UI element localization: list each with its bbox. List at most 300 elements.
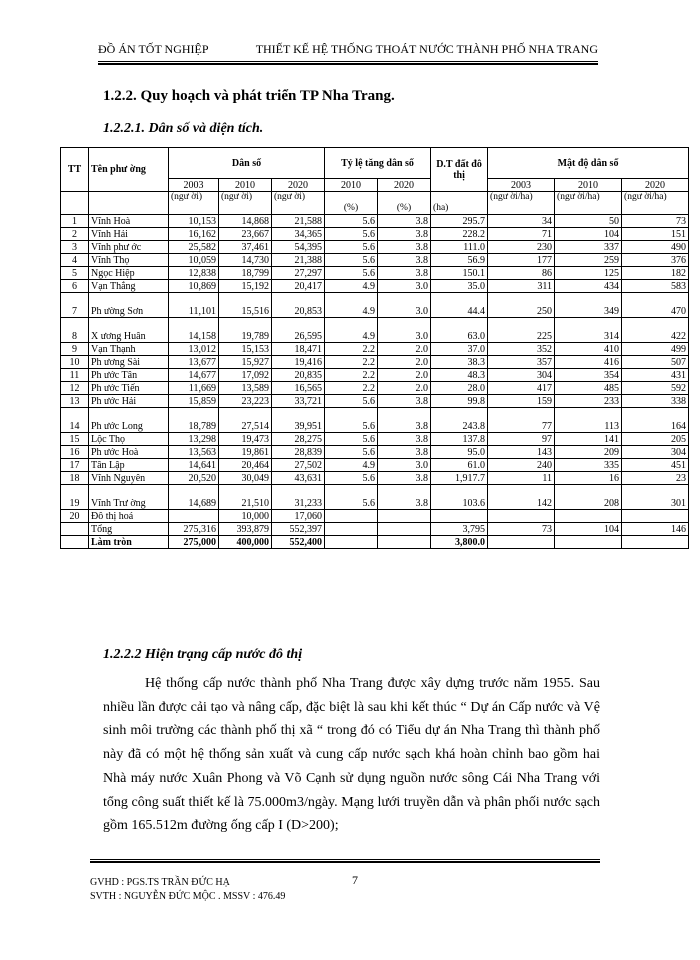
cell-p20: 552,397 [272, 523, 325, 536]
cell-p03: 11,669 [169, 382, 219, 395]
cell-g10: 5.6 [325, 267, 378, 280]
table-row [61, 356, 689, 369]
table-row [61, 215, 689, 228]
cell-d10: 208 [555, 485, 622, 510]
cell-tt: 19 [61, 485, 89, 510]
header-left: ĐỒ ÁN TỐT NGHIỆP [98, 42, 209, 56]
table-row [61, 472, 689, 485]
cell-tt: 1 [61, 215, 89, 228]
footer-advisor: GVHD : PGS.TS TRẦN ĐỨC HẠ [90, 877, 230, 888]
cell-name: Ph ước Tân [89, 369, 169, 382]
cell-area: 103.6 [431, 485, 488, 510]
cell-d10: 104 [555, 523, 622, 536]
cell-area: 63.0 [431, 318, 488, 343]
cell-d10: 141 [555, 433, 622, 446]
cell-d03: 77 [488, 408, 555, 433]
cell-name: Vĩnh Nguyên [89, 472, 169, 485]
cell-g10: 5.6 [325, 215, 378, 228]
cell-p20: 21,588 [272, 215, 325, 228]
table-row [61, 459, 689, 472]
cell-d10: 209 [555, 446, 622, 459]
section-title: 1.2.2. Quy hoạch và phát triển TP Nha Trang. [103, 88, 395, 104]
cell-p03: 14,641 [169, 459, 219, 472]
cell-p03: 10,153 [169, 215, 219, 228]
cell-p20: 20,417 [272, 280, 325, 293]
cell-g10: 2.2 [325, 369, 378, 382]
cell-name: Ph ước Long [89, 408, 169, 433]
header-tt: TT [61, 148, 89, 192]
cell-name: Làm tròn [89, 536, 169, 549]
cell-p10: 17,092 [219, 369, 272, 382]
cell-name: Vĩnh Trư ờng [89, 485, 169, 510]
cell-p10: 27,514 [219, 408, 272, 433]
header-name: Tên phư ờng [89, 148, 169, 192]
cell-d03: 304 [488, 369, 555, 382]
cell-d20: 23 [622, 472, 689, 485]
cell-d20 [622, 510, 689, 523]
cell-p10: 393,879 [219, 523, 272, 536]
cell-p20: 27,502 [272, 459, 325, 472]
cell-g10: 4.9 [325, 459, 378, 472]
cell-d03: 142 [488, 485, 555, 510]
cell-name: Vĩnh Thọ [89, 254, 169, 267]
cell-d20: 338 [622, 395, 689, 408]
cell-g10: 4.9 [325, 293, 378, 318]
cell-d03: 417 [488, 382, 555, 395]
cell-d10 [555, 536, 622, 549]
cell-p03: 14,677 [169, 369, 219, 382]
cell-d20: 151 [622, 228, 689, 241]
cell-name: Ngọc Hiệp [89, 267, 169, 280]
header-rule-thick [98, 63, 598, 65]
cell-p10: 37,461 [219, 241, 272, 254]
cell-d10: 485 [555, 382, 622, 395]
table-row-total [61, 523, 689, 536]
cell-p03: 14,158 [169, 318, 219, 343]
table-row [61, 382, 689, 395]
cell-tt: 20 [61, 510, 89, 523]
cell-name: Vĩnh Hoà [89, 215, 169, 228]
cell-d20: 73 [622, 215, 689, 228]
cell-empty [378, 536, 431, 549]
cell-name: X ương Huân [89, 318, 169, 343]
cell-tt: 16 [61, 446, 89, 459]
cell-area: 95.0 [431, 446, 488, 459]
table-row [61, 267, 689, 280]
cell-d10: 16 [555, 472, 622, 485]
cell-d20: 592 [622, 382, 689, 395]
table-row [61, 254, 689, 267]
cell-g10: 2.2 [325, 356, 378, 369]
footer-student: SVTH : NGUYỄN ĐỨC MỘC . MSSV : 476.49 [90, 891, 286, 902]
cell-d10: 125 [555, 267, 622, 280]
cell-empty [61, 523, 89, 536]
cell-d10: 337 [555, 241, 622, 254]
header-density: Mật độ dân số [488, 148, 689, 179]
cell-d10: 233 [555, 395, 622, 408]
cell-d20: 146 [622, 523, 689, 536]
cell-name: Ph ước Tiến [89, 382, 169, 395]
cell-p20: 21,388 [272, 254, 325, 267]
cell-tt: 17 [61, 459, 89, 472]
cell-d03: 230 [488, 241, 555, 254]
table-row [61, 280, 689, 293]
header-area: D.T đất đô thị [431, 148, 488, 192]
cell-g20: 3.8 [378, 241, 431, 254]
cell-g20: 3.8 [378, 254, 431, 267]
cell-d20: 583 [622, 280, 689, 293]
unit-ha: (ha) [431, 192, 488, 215]
page-number: 7 [352, 873, 358, 887]
cell-p03: 13,563 [169, 446, 219, 459]
cell-d20: 301 [622, 485, 689, 510]
cell-p10: 20,464 [219, 459, 272, 472]
year-2020: 2020 [272, 179, 325, 192]
cell-g20: 3.8 [378, 267, 431, 280]
cell-g20: 3.8 [378, 395, 431, 408]
cell-name: Lộc Thọ [89, 433, 169, 446]
cell-p20: 18,471 [272, 343, 325, 356]
cell-g10: 4.9 [325, 280, 378, 293]
cell-p20: 33,721 [272, 395, 325, 408]
cell-area: 111.0 [431, 241, 488, 254]
cell-area: 150.1 [431, 267, 488, 280]
cell-g10: 5.6 [325, 472, 378, 485]
cell-d10: 434 [555, 280, 622, 293]
cell-p20: 43,631 [272, 472, 325, 485]
cell-d03 [488, 536, 555, 549]
cell-area: 61.0 [431, 459, 488, 472]
cell-g10: 2.2 [325, 343, 378, 356]
cell-g10: 5.6 [325, 446, 378, 459]
cell-d10: 349 [555, 293, 622, 318]
table-row-rounded [61, 536, 689, 549]
cell-p20: 39,951 [272, 408, 325, 433]
cell-g10: 2.2 [325, 382, 378, 395]
density-year-2020: 2020 [622, 179, 689, 192]
cell-p20: 28,275 [272, 433, 325, 446]
table-row [61, 293, 689, 318]
table-row [61, 241, 689, 254]
cell-empty [378, 523, 431, 536]
cell-g20: 3.8 [378, 485, 431, 510]
cell-g20: 3.8 [378, 228, 431, 241]
cell-g20: 2.0 [378, 382, 431, 395]
cell-area: 44.4 [431, 293, 488, 318]
cell-p10: 10,000 [219, 510, 272, 523]
cell-p20: 27,297 [272, 267, 325, 280]
unit-people: (ngư ời) [169, 192, 219, 215]
cell-p10: 18,799 [219, 267, 272, 280]
cell-p10: 400,000 [219, 536, 272, 549]
cell-g10: 5.6 [325, 408, 378, 433]
cell-name: Vĩnh Hải [89, 228, 169, 241]
cell-name: Ph ường Sơn [89, 293, 169, 318]
cell-area: 295.7 [431, 215, 488, 228]
table-row [61, 408, 689, 433]
footer-rule-thin [90, 859, 600, 860]
cell-area: 99.8 [431, 395, 488, 408]
cell-d20: 499 [622, 343, 689, 356]
unit-percent: (%) [325, 192, 378, 215]
cell-d20: 376 [622, 254, 689, 267]
cell-p10: 15,516 [219, 293, 272, 318]
cell-p03: 275,000 [169, 536, 219, 549]
cell-p10: 21,510 [219, 485, 272, 510]
cell-p20: 16,565 [272, 382, 325, 395]
cell-area: 48.3 [431, 369, 488, 382]
cell-g20: 3.0 [378, 280, 431, 293]
cell-d10: 104 [555, 228, 622, 241]
cell-area: 38.3 [431, 356, 488, 369]
cell-name: Vĩnh phư ớc [89, 241, 169, 254]
cell-p03: 25,582 [169, 241, 219, 254]
cell-empty [325, 523, 378, 536]
cell-d03: 159 [488, 395, 555, 408]
cell-area: 137.8 [431, 433, 488, 446]
cell-tt: 4 [61, 254, 89, 267]
subsection-title-population: 1.2.2.1. Dân số và diện tích. [103, 121, 264, 136]
cell-g20: 2.0 [378, 369, 431, 382]
cell-d03 [488, 510, 555, 523]
population-table [60, 147, 689, 549]
cell-d03: 86 [488, 267, 555, 280]
cell-area: 1,917.7 [431, 472, 488, 485]
cell-tt: 5 [61, 267, 89, 280]
cell-p03: 13,012 [169, 343, 219, 356]
density-year-2010: 2010 [555, 179, 622, 192]
cell-p10: 15,153 [219, 343, 272, 356]
table-row [61, 343, 689, 356]
unit-density: (ngư ời/ha) [555, 192, 622, 215]
cell-p10: 30,049 [219, 472, 272, 485]
cell-area: 56.9 [431, 254, 488, 267]
cell-p20: 54,395 [272, 241, 325, 254]
cell-g20: 2.0 [378, 356, 431, 369]
cell-p20: 20,835 [272, 369, 325, 382]
cell-d03: 352 [488, 343, 555, 356]
table-row [61, 395, 689, 408]
cell-p03: 13,677 [169, 356, 219, 369]
cell-g20: 3.8 [378, 408, 431, 433]
cell-d20: 164 [622, 408, 689, 433]
cell-p03: 13,298 [169, 433, 219, 446]
header-right: THIẾT KẾ HỆ THỐNG THOÁT NƯỚC THÀNH PHỐ NHA TRANG [255, 42, 598, 56]
cell-g20: 3.8 [378, 446, 431, 459]
cell-p10: 19,473 [219, 433, 272, 446]
cell-g10: 5.6 [325, 254, 378, 267]
cell-p03: 18,789 [169, 408, 219, 433]
cell-p03: 14,689 [169, 485, 219, 510]
cell-g10: 4.9 [325, 318, 378, 343]
cell-d03: 143 [488, 446, 555, 459]
cell-tt: 18 [61, 472, 89, 485]
cell-g10 [325, 510, 378, 523]
cell-d20: 490 [622, 241, 689, 254]
header-population: Dân số [169, 148, 325, 179]
footer-rule-thick [90, 861, 600, 863]
cell-d10: 259 [555, 254, 622, 267]
cell-d20: 422 [622, 318, 689, 343]
cell-name: Ph ước Hoà [89, 446, 169, 459]
cell-name: Tân Lập [89, 459, 169, 472]
unit-percent: (%) [378, 192, 431, 215]
cell-d10: 335 [555, 459, 622, 472]
cell-g20: 3.0 [378, 318, 431, 343]
cell-name: Đô thị hoá [89, 510, 169, 523]
cell-d20 [622, 536, 689, 549]
cell-p10: 19,789 [219, 318, 272, 343]
density-year-2003: 2003 [488, 179, 555, 192]
cell-empty [61, 536, 89, 549]
cell-p03: 10,869 [169, 280, 219, 293]
cell-d03: 311 [488, 280, 555, 293]
cell-d03: 73 [488, 523, 555, 536]
growth-year-2020: 2020 [378, 179, 431, 192]
growth-year-2010: 2010 [325, 179, 378, 192]
header-rule [98, 61, 598, 62]
cell-name: Ph ương Sài [89, 356, 169, 369]
cell-p10: 14,730 [219, 254, 272, 267]
table-row [61, 433, 689, 446]
cell-tt: 7 [61, 293, 89, 318]
cell-p03: 275,316 [169, 523, 219, 536]
cell-g20: 3.0 [378, 459, 431, 472]
cell-tt: 6 [61, 280, 89, 293]
cell-tt: 3 [61, 241, 89, 254]
cell-p10: 14,868 [219, 215, 272, 228]
cell-tt: 8 [61, 318, 89, 343]
subsection-title-water-supply: 1.2.2.2 Hiện trạng cấp nước đô thị [103, 647, 303, 662]
cell-d03: 250 [488, 293, 555, 318]
cell-p10: 13,589 [219, 382, 272, 395]
cell-p20: 31,233 [272, 485, 325, 510]
cell-d03: 97 [488, 433, 555, 446]
cell-g10: 5.6 [325, 241, 378, 254]
cell-d03: 225 [488, 318, 555, 343]
cell-p20: 20,853 [272, 293, 325, 318]
cell-p03: 20,520 [169, 472, 219, 485]
cell-d10: 354 [555, 369, 622, 382]
cell-g20: 3.8 [378, 215, 431, 228]
cell-name: Tổng [89, 523, 169, 536]
cell-g20: 3.0 [378, 293, 431, 318]
cell-d20: 182 [622, 267, 689, 280]
cell-d20: 451 [622, 459, 689, 472]
cell-d10: 314 [555, 318, 622, 343]
cell-tt: 11 [61, 369, 89, 382]
table-row [61, 228, 689, 241]
cell-p10: 23,667 [219, 228, 272, 241]
cell-tt: 2 [61, 228, 89, 241]
cell-d03: 11 [488, 472, 555, 485]
table-row [61, 510, 689, 523]
cell-tt: 10 [61, 356, 89, 369]
cell-area: 35.0 [431, 280, 488, 293]
cell-p20: 17,060 [272, 510, 325, 523]
unit-density: (ngư ời/ha) [622, 192, 689, 215]
cell-p10: 23,223 [219, 395, 272, 408]
cell-g10: 5.6 [325, 433, 378, 446]
cell-g10: 5.6 [325, 485, 378, 510]
cell-p20: 26,595 [272, 318, 325, 343]
cell-area: 28.0 [431, 382, 488, 395]
cell-p20: 19,416 [272, 356, 325, 369]
unit-people: (ngư ời) [272, 192, 325, 215]
cell-p20: 552,400 [272, 536, 325, 549]
cell-d20: 304 [622, 446, 689, 459]
unit-people: (ngư ời) [219, 192, 272, 215]
cell-empty [325, 536, 378, 549]
cell-area: 3,795 [431, 523, 488, 536]
cell-d03: 177 [488, 254, 555, 267]
table-row [61, 485, 689, 510]
table-row [61, 318, 689, 343]
cell-d10: 416 [555, 356, 622, 369]
cell-d10: 410 [555, 343, 622, 356]
header-growth: Tỷ lệ tăng dân số [325, 148, 431, 179]
cell-tt: 14 [61, 408, 89, 433]
cell-p03: 11,101 [169, 293, 219, 318]
cell-d20: 507 [622, 356, 689, 369]
cell-p03 [169, 510, 219, 523]
cell-d20: 431 [622, 369, 689, 382]
body-paragraph: Hệ thống cấp nước thành phố Nha Trang được xây dựng trước năm 1955. Sau nhiều lần được cải tạo và nâng cấp, đặc biệt là sau khi kết thúc “ Dự án Cấp nước và Vệ sinh môi trường các thành phố thị xã “ trong đó có Tiểu dự án Nha Trang thì thành phố này đã có một hệ thống sản xuất và cung cấp nước sạch khá hoàn chỉnh bao gồm hai Nhà máy nước Xuân Phong và Võ Cạnh sử dụng nguồn nước sông Cái Nha Trang với tổng công suất thiết kế là 75.000m3/ngày. Mạng lưới truyền dẫn và phân phối nước sạch gồm 165.512m đường ống cấp I (D>200); [103, 676, 600, 834]
cell-tt: 9 [61, 343, 89, 356]
cell-p03: 15,859 [169, 395, 219, 408]
cell-tt: 13 [61, 395, 89, 408]
cell-p20: 34,365 [272, 228, 325, 241]
cell-area: 3,800.0 [431, 536, 488, 549]
cell-name: Ph ước Hải [89, 395, 169, 408]
cell-p03: 12,838 [169, 267, 219, 280]
cell-d20: 205 [622, 433, 689, 446]
cell-p03: 10,059 [169, 254, 219, 267]
cell-d03: 34 [488, 215, 555, 228]
cell-d10 [555, 510, 622, 523]
table-row [61, 369, 689, 382]
cell-g20: 3.8 [378, 472, 431, 485]
cell-area: 228.2 [431, 228, 488, 241]
cell-p10: 15,192 [219, 280, 272, 293]
cell-d10: 113 [555, 408, 622, 433]
cell-d10: 50 [555, 215, 622, 228]
unit-density: (ngư ời/ha) [488, 192, 555, 215]
cell-p10: 19,861 [219, 446, 272, 459]
cell-d03: 357 [488, 356, 555, 369]
cell-p03: 16,162 [169, 228, 219, 241]
year-2003: 2003 [169, 179, 219, 192]
year-2010: 2010 [219, 179, 272, 192]
cell-g10: 5.6 [325, 395, 378, 408]
cell-d03: 240 [488, 459, 555, 472]
cell-g20 [378, 510, 431, 523]
cell-d03: 71 [488, 228, 555, 241]
cell-area [431, 510, 488, 523]
cell-g20: 3.8 [378, 433, 431, 446]
cell-p20: 28,839 [272, 446, 325, 459]
cell-name: Vạn Thạnh [89, 343, 169, 356]
cell-d20: 470 [622, 293, 689, 318]
cell-g10: 5.6 [325, 228, 378, 241]
cell-g20: 2.0 [378, 343, 431, 356]
cell-p10: 15,927 [219, 356, 272, 369]
table-row [61, 446, 689, 459]
cell-tt: 12 [61, 382, 89, 395]
cell-name: Vạn Thắng [89, 280, 169, 293]
cell-area: 37.0 [431, 343, 488, 356]
cell-tt: 15 [61, 433, 89, 446]
